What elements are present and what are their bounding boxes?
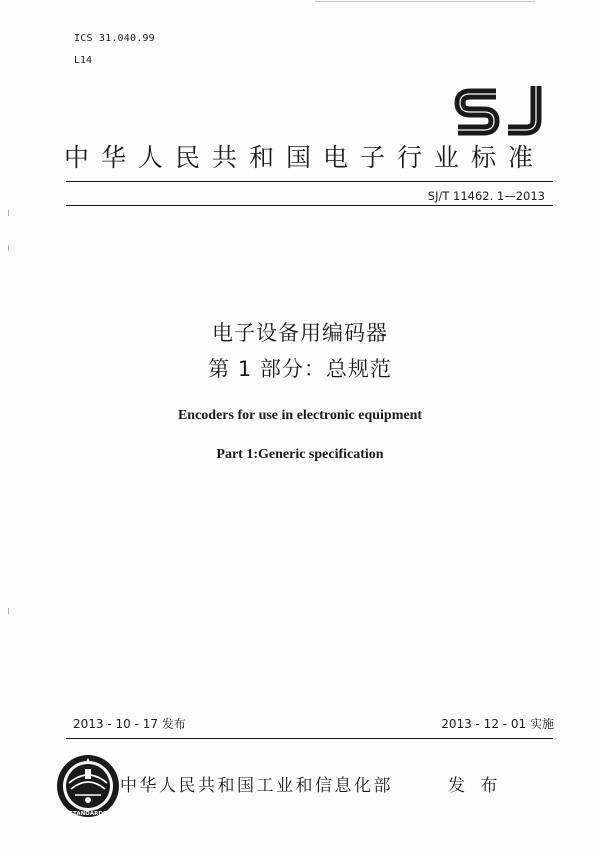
title-english-line-2: Part 1:Generic specification (216, 447, 384, 462)
issue-date: 2013 - 10 - 17 发布 (73, 717, 186, 731)
scan-mark (8, 608, 9, 614)
implementation-date: 2013 - 12 - 01 实施 (441, 717, 554, 731)
title-chinese-line-1: 电子设备用编码器 (212, 321, 388, 345)
title-chinese-line-2: 第 1 部分：总规范 (208, 357, 392, 381)
ministry-seal-icon (55, 753, 121, 819)
seal-text: STANDARDS (69, 811, 107, 817)
scan-mark (8, 245, 9, 251)
sj-logo-icon (452, 84, 550, 140)
ccs-code: L14 (74, 55, 93, 66)
footer-rule (66, 738, 553, 739)
scan-mark (8, 210, 9, 216)
standard-organization-title: 中华人民共和国电子行业标准 (64, 143, 546, 172)
issue-label: 发 布 (448, 776, 503, 796)
ics-code: ICS 31.040.99 (74, 33, 155, 44)
standard-number-rule (66, 205, 553, 206)
issuing-authority: 中华人民共和国工业和信息化部 (120, 776, 393, 796)
header-rule (66, 181, 553, 182)
standard-number: SJ/T 11462. 1—2013 (427, 189, 545, 203)
title-english-line-1: Encoders for use in electronic equipment (177, 408, 423, 423)
scan-edge-line (315, 1, 535, 2)
